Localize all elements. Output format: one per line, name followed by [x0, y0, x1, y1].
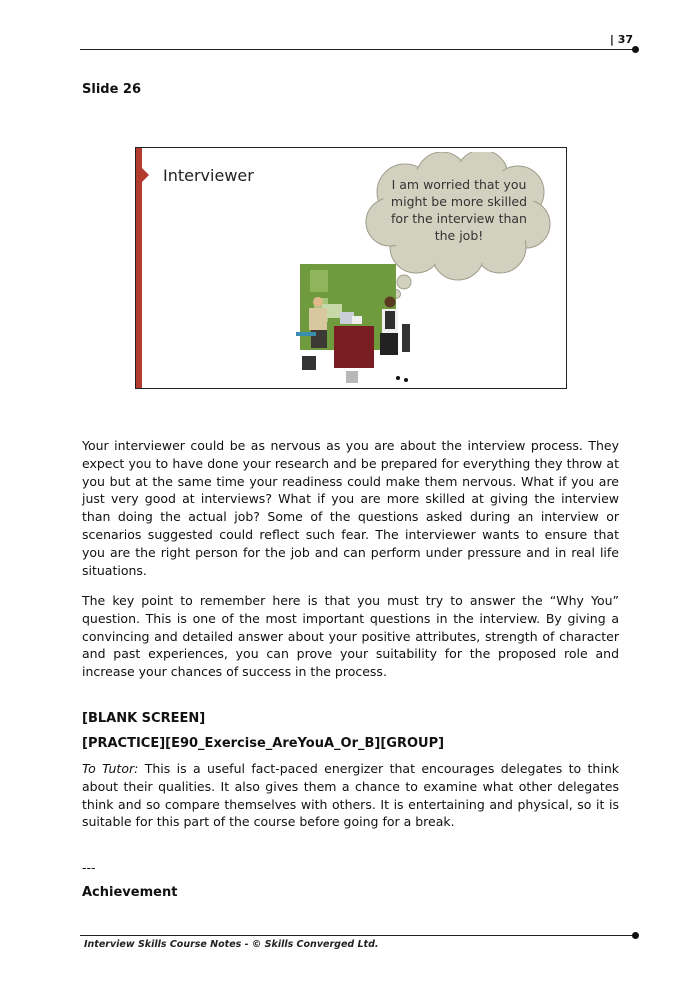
body-paragraph-1: Your interviewer could be as nervous as you are about the interview process. They expect you to have done your research and be prepared for everything they throw at you but at the same time your readiness could make them nervous. What if you are just very good at interviews? What if you are more skilled at giving the interview than doing the actual job? Some of the questions asked during an interview or scenarios suggested could reflect such fear. The interviewer wants to ensure that you are the right person for the job and can perform under pressure and in real life situations. — [82, 438, 619, 578]
body-paragraph-2: The key point to remember here is that you must try to answer the “Why You” question. This is one of the most important questions in the interview. By giving a convincing and detailed answer about your positive attributes, strength of character and past experiences, you can prove your suitability for the proposed role and increase your chances of success in the process. — [82, 593, 619, 680]
blank-screen-heading: [BLANK SCREEN] — [82, 711, 206, 726]
slide-bullet-arrow-icon — [142, 168, 149, 182]
thought-bubble-text: I am worried that you might be more skilled for the interview than the job! — [390, 177, 528, 243]
interview-scene-illustration — [286, 258, 426, 383]
tutor-text: This is a useful fact-paced energizer that encourages delegates to think about their qualities. It also gives them a chance to examine what other delegates think and so compare themselves with others. It is entertaining and physical, so it is suitable for this part of the course before going for a break. — [82, 761, 619, 830]
header-rule — [80, 49, 636, 50]
footer-rule — [80, 935, 636, 936]
tutor-label: To Tutor: — [82, 761, 139, 776]
slide-image — [135, 147, 567, 389]
footer-text: Interview Skills Course Notes - © Skills Converged Ltd. — [84, 939, 379, 950]
practice-code-heading: [PRACTICE][E90_Exercise_AreYouA_Or_B][GROUP] — [82, 736, 445, 751]
achievement-heading: Achievement — [82, 885, 178, 900]
tutor-note — [82, 760, 619, 831]
page-number: | 37 — [609, 33, 633, 46]
section-separator: --- — [82, 860, 96, 875]
slide-accent-bar — [136, 148, 142, 388]
slide-title: Interviewer — [163, 166, 254, 185]
slide-label: Slide 26 — [82, 82, 142, 97]
